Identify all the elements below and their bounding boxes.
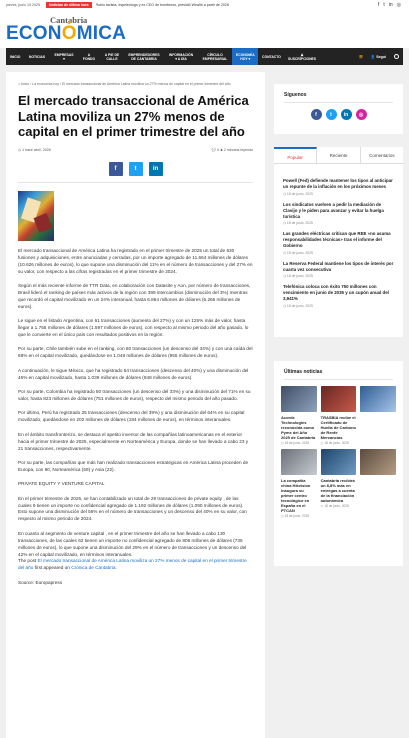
tab-popular[interactable]: Popular: [274, 147, 317, 163]
latest-title: Últimas noticias: [284, 369, 323, 375]
latest-thumbnail: [360, 386, 396, 412]
follow-facebook-icon[interactable]: f: [311, 109, 322, 120]
article-meta: [18, 148, 253, 152]
current-date: jueves, junio 19 2025: [6, 3, 40, 7]
latest-item[interactable]: TRASBIA recibe el Certificado de Huella de Carbono de Renfe Mercancías ◷ 18 de junio, 2025: [321, 386, 357, 445]
tab-reciente[interactable]: Reciente: [317, 147, 360, 163]
nav-item-suscripciones[interactable]: ♟ SUSCRÍPCIONES: [288, 52, 317, 61]
latest-item[interactable]: [360, 449, 396, 518]
twitter-icon[interactable]: t: [383, 2, 385, 8]
login-link[interactable]: 👤 Segui: [370, 54, 386, 59]
breaking-news-badge: Noticias de última hora: [46, 2, 92, 8]
latest-thumbnail: [281, 386, 317, 412]
article-paragraph: Por último, Perú ha registrado 25 transacciones (descenso del 39%) y una disminución del 64% en su capital movilizado, quedándose en 202 millones de dólares (184 millones de euros), en términos interanuales.: [18, 410, 245, 423]
top-social-icons: [378, 2, 401, 8]
site-link[interactable]: Crónica de Cantabria: [71, 565, 116, 571]
share-linkedin-button[interactable]: in: [149, 162, 163, 176]
article-subheading: PRIVATE EQUITY Y VENTURE CAPITAL: [18, 481, 105, 487]
random-article-icon[interactable]: ☰: [359, 54, 363, 59]
article-paragraph: Le sigue en el listado Argentina, con 61 transacciones (aumento del 27%) y con un 125% más de valor, hasta llegar a 1.755 millones de dólares (1.597 millones de euros), con respecto al mismo periodo del año pasado, lo que le convierte en el único país con resultados positivos en la región.: [18, 318, 249, 338]
latest-news-widget: [274, 361, 403, 566]
post-link[interactable]: El mercado transaccional de América Latina moviliza un 27% menos de capital en el primer trimestre del año: [18, 558, 247, 571]
latest-item[interactable]: Cantabria recibirá un 8,8% más en entregas a cuenta de la financiación autonómica ◷ 18 de junio, 2025: [321, 449, 357, 518]
share-facebook-button[interactable]: f: [109, 162, 123, 176]
article-paragraph: Según el más reciente informe de TTR Data, en colaboración con Datasite y Aon, por número de transacciones, Brasil lideró el ranking de países más activos de la región con 399 intercambios (disminución del 3%) mientras que recordó el capital movilizado en un 24% interanual, hasta 6.864 millones de dólares (6.266 millones de euros).: [18, 283, 251, 309]
article-date: ◷ 1 hace abril, 2026: [18, 147, 51, 152]
article-paragraph: El mercado transaccional de América Latina ha registrado en el primer trimestre de 2025 un total de 630 fusiones y adquisiciones, entre anunciadas y cerradas, por un importe agregado de 11.664 millones de dólares (10.626 millones de euros), lo que supone una disminución del 11% en el número de transacciones y del 27% en su valor, con respecto a las cifras registradas en el primer trimestre de 2024.: [18, 248, 253, 274]
article-body: [18, 248, 253, 587]
search-icon[interactable]: [394, 54, 399, 59]
article-paragraph: En el primer trimestre de 2025, se han contabilizado un total de 29 transacciones de private equity , de las cuales 9 tienen un importe no confidencial agregado de 1.192 millones de dólares (1.090 millones de euros). Esto supone una disminución del 56% en el número de transacciones y un descenso del 40% en su valor, con respecto al mismo periodo de 2024.: [18, 495, 247, 522]
latest-item[interactable]: [360, 386, 396, 445]
article-paragraph: A continuación, le sigue México, que ha registrado 54 transacciones (descenso del 40%) y una disminución del 46% en capital movilizado, hasta 1.039 millones de dólares (948 millones de euros).: [18, 367, 249, 380]
nav-item-inicio[interactable]: INICIO: [10, 54, 21, 59]
tab-comentarios[interactable]: Comentarios: [369, 153, 395, 158]
latest-thumbnail: [360, 449, 396, 475]
top-bar: [0, 0, 409, 10]
logo-cantabria: Cantabria: [50, 15, 88, 25]
article-paragraph: En el ámbito transfronterizo, se destaca el apetito inversor de las compañías latinoamericanas en el exterior hacia el primer trimestre de 2025, especialmente en Norteamérica y Europa, donde se han llevado a cabo 23 y 21 transacciones, respectivamente.: [18, 431, 249, 451]
header: [0, 10, 409, 48]
article: [6, 72, 265, 738]
article-paragraph: En cuanto al segmento de venture capital , en el primer trimestre del año se han llevado a cabo 130 transacciones, de las cuales 62 tienen un importe no confidencial agregado de 806 millones de dólares (735 millones de euros), lo que supone una disminución del 29% en el número de transacciones y un descenso del 42% en el capital movilizado, en términos interanuales. The post El mercado transaccional de América Latina moviliza un 27% menos de capital en el primer trimestre del año first appeared on Crónica de Cantabria.: [18, 530, 247, 571]
list-item[interactable]: La Reserva Federal mantiene los tipos de interés por cuarta vez consecutiva ◷ 18 de junio, 2025: [274, 255, 403, 279]
article-image: [18, 191, 54, 241]
list-item[interactable]: Telefónica coloca con éxito 750 millones con vencimiento en junio de 2035 y un cupón anual del 3,941% ◷ 18 de junio, 2025: [274, 278, 403, 308]
nav-item-emprendedores[interactable]: EMPRENDEDORES DE CANTABRIA: [128, 52, 160, 61]
read-time: ⧗ 2 minutos leyendo: [220, 147, 253, 152]
nav-item-informacion[interactable]: INFORMACIÓN ▾ A DÍA: [168, 52, 194, 61]
comment-count[interactable]: 💬 0: [211, 147, 220, 152]
list-item[interactable]: Las grandes eléctricas critican que REE «no asuma responsabilidades técnicas» tras el informe del Gobierno ◷ 18 de junio, 2025: [274, 225, 403, 255]
article-paragraph: Por su parte, Chile también sube en el ranking, con 60 transacciones (un descenso del 34%) y con una caída del 68% en el capital movilizado, quedándose en 1.048 millones de dólares (955 millones de euros).: [18, 346, 253, 359]
main-nav: [6, 48, 403, 65]
latest-thumbnail: [281, 449, 317, 475]
nav-item-contacto[interactable]: CONTACTO: [262, 54, 281, 59]
linkedin-icon[interactable]: in: [388, 2, 393, 8]
latest-item[interactable]: Acorde Technologies reconocida como Pyme del Año 2025 de Cantabria ◷ 18 de junio, 2025: [281, 386, 317, 445]
nav-item-noticias[interactable]: NOTICIAS: [28, 54, 46, 59]
article-title: El mercado transaccional de América Latina moviliza un 27% menos de capital en el primer trimestre del año: [18, 93, 249, 139]
list-item[interactable]: Los sindicatos vuelven a pedir la mediación de Clavijo y le piden para avanzar y evitar la huelga turística ◷ 18 de junio, 2025: [274, 196, 403, 226]
breadcrumb[interactable]: ⌂ Inicio / La economía hoy / El mercado transaccional de América Latina moviliza un 27% menos de capital en el primer trimestre del año: [18, 82, 231, 86]
follow-widget: [274, 84, 403, 134]
follow-linkedin-icon[interactable]: in: [341, 109, 352, 120]
article-paragraph: Por su parte, las compañías que más han realizado transacciones estratégicas en América Latina proceden de Europa, con 90, Norteamérica (69) y Asia (22).: [18, 459, 249, 472]
nav-item-circulo-empresarial[interactable]: CÍRCULO EMPRESARIAL: [202, 52, 228, 61]
article-paragraph: Por su parte, Colombia ha registrado 50 transacciones (un descenso del 33%) y una disminución del 71% en su valor, hasta 823 millones de dólares (751 millones de euros), respecto del mismo periodo del año pasado.: [18, 389, 251, 401]
nav-item-empresas[interactable]: EMPRESAS ▾: [54, 52, 74, 61]
divider: [18, 182, 253, 183]
latest-thumbnail: [321, 386, 357, 412]
share-buttons: [18, 162, 253, 176]
follow-twitter-icon[interactable]: t: [326, 109, 337, 120]
facebook-icon[interactable]: f: [377, 2, 380, 8]
popular-widget: [274, 147, 403, 337]
article-source: Source: Europapress: [18, 580, 63, 586]
share-twitter-button[interactable]: t: [129, 162, 143, 176]
logo-economica: ECONÓMICA: [6, 23, 127, 44]
follow-title: Síguenos: [284, 92, 307, 98]
nav-item-a-pie-de-calle[interactable]: A PIE DE CALLE: [104, 52, 120, 61]
nav-item-economia-hoy[interactable]: ECONOMÍA HOY ▾: [232, 48, 258, 65]
nav-item-a-fondo[interactable]: A FONDO: [82, 52, 96, 61]
latest-item[interactable]: La compañía china Hikvision inaugura su primer centro tecnológico en España en el PTCAN ◷ 18 de junio, 2025: [281, 449, 317, 518]
list-item[interactable]: Powell (Fed) defiende mantener los tipos al anticipar un repunte de la inflación en los próximos meses ◷ 18 de junio, 2025: [274, 164, 403, 196]
instagram-icon[interactable]: ◎: [396, 2, 401, 8]
follow-instagram-icon[interactable]: ◎: [356, 109, 367, 120]
latest-thumbnail: [321, 449, 357, 475]
news-ticker[interactable]: Rubio taxista, espeleólogo y ex CEO de bomberos, presidió Wealth a partir de 2026: [95, 3, 229, 7]
